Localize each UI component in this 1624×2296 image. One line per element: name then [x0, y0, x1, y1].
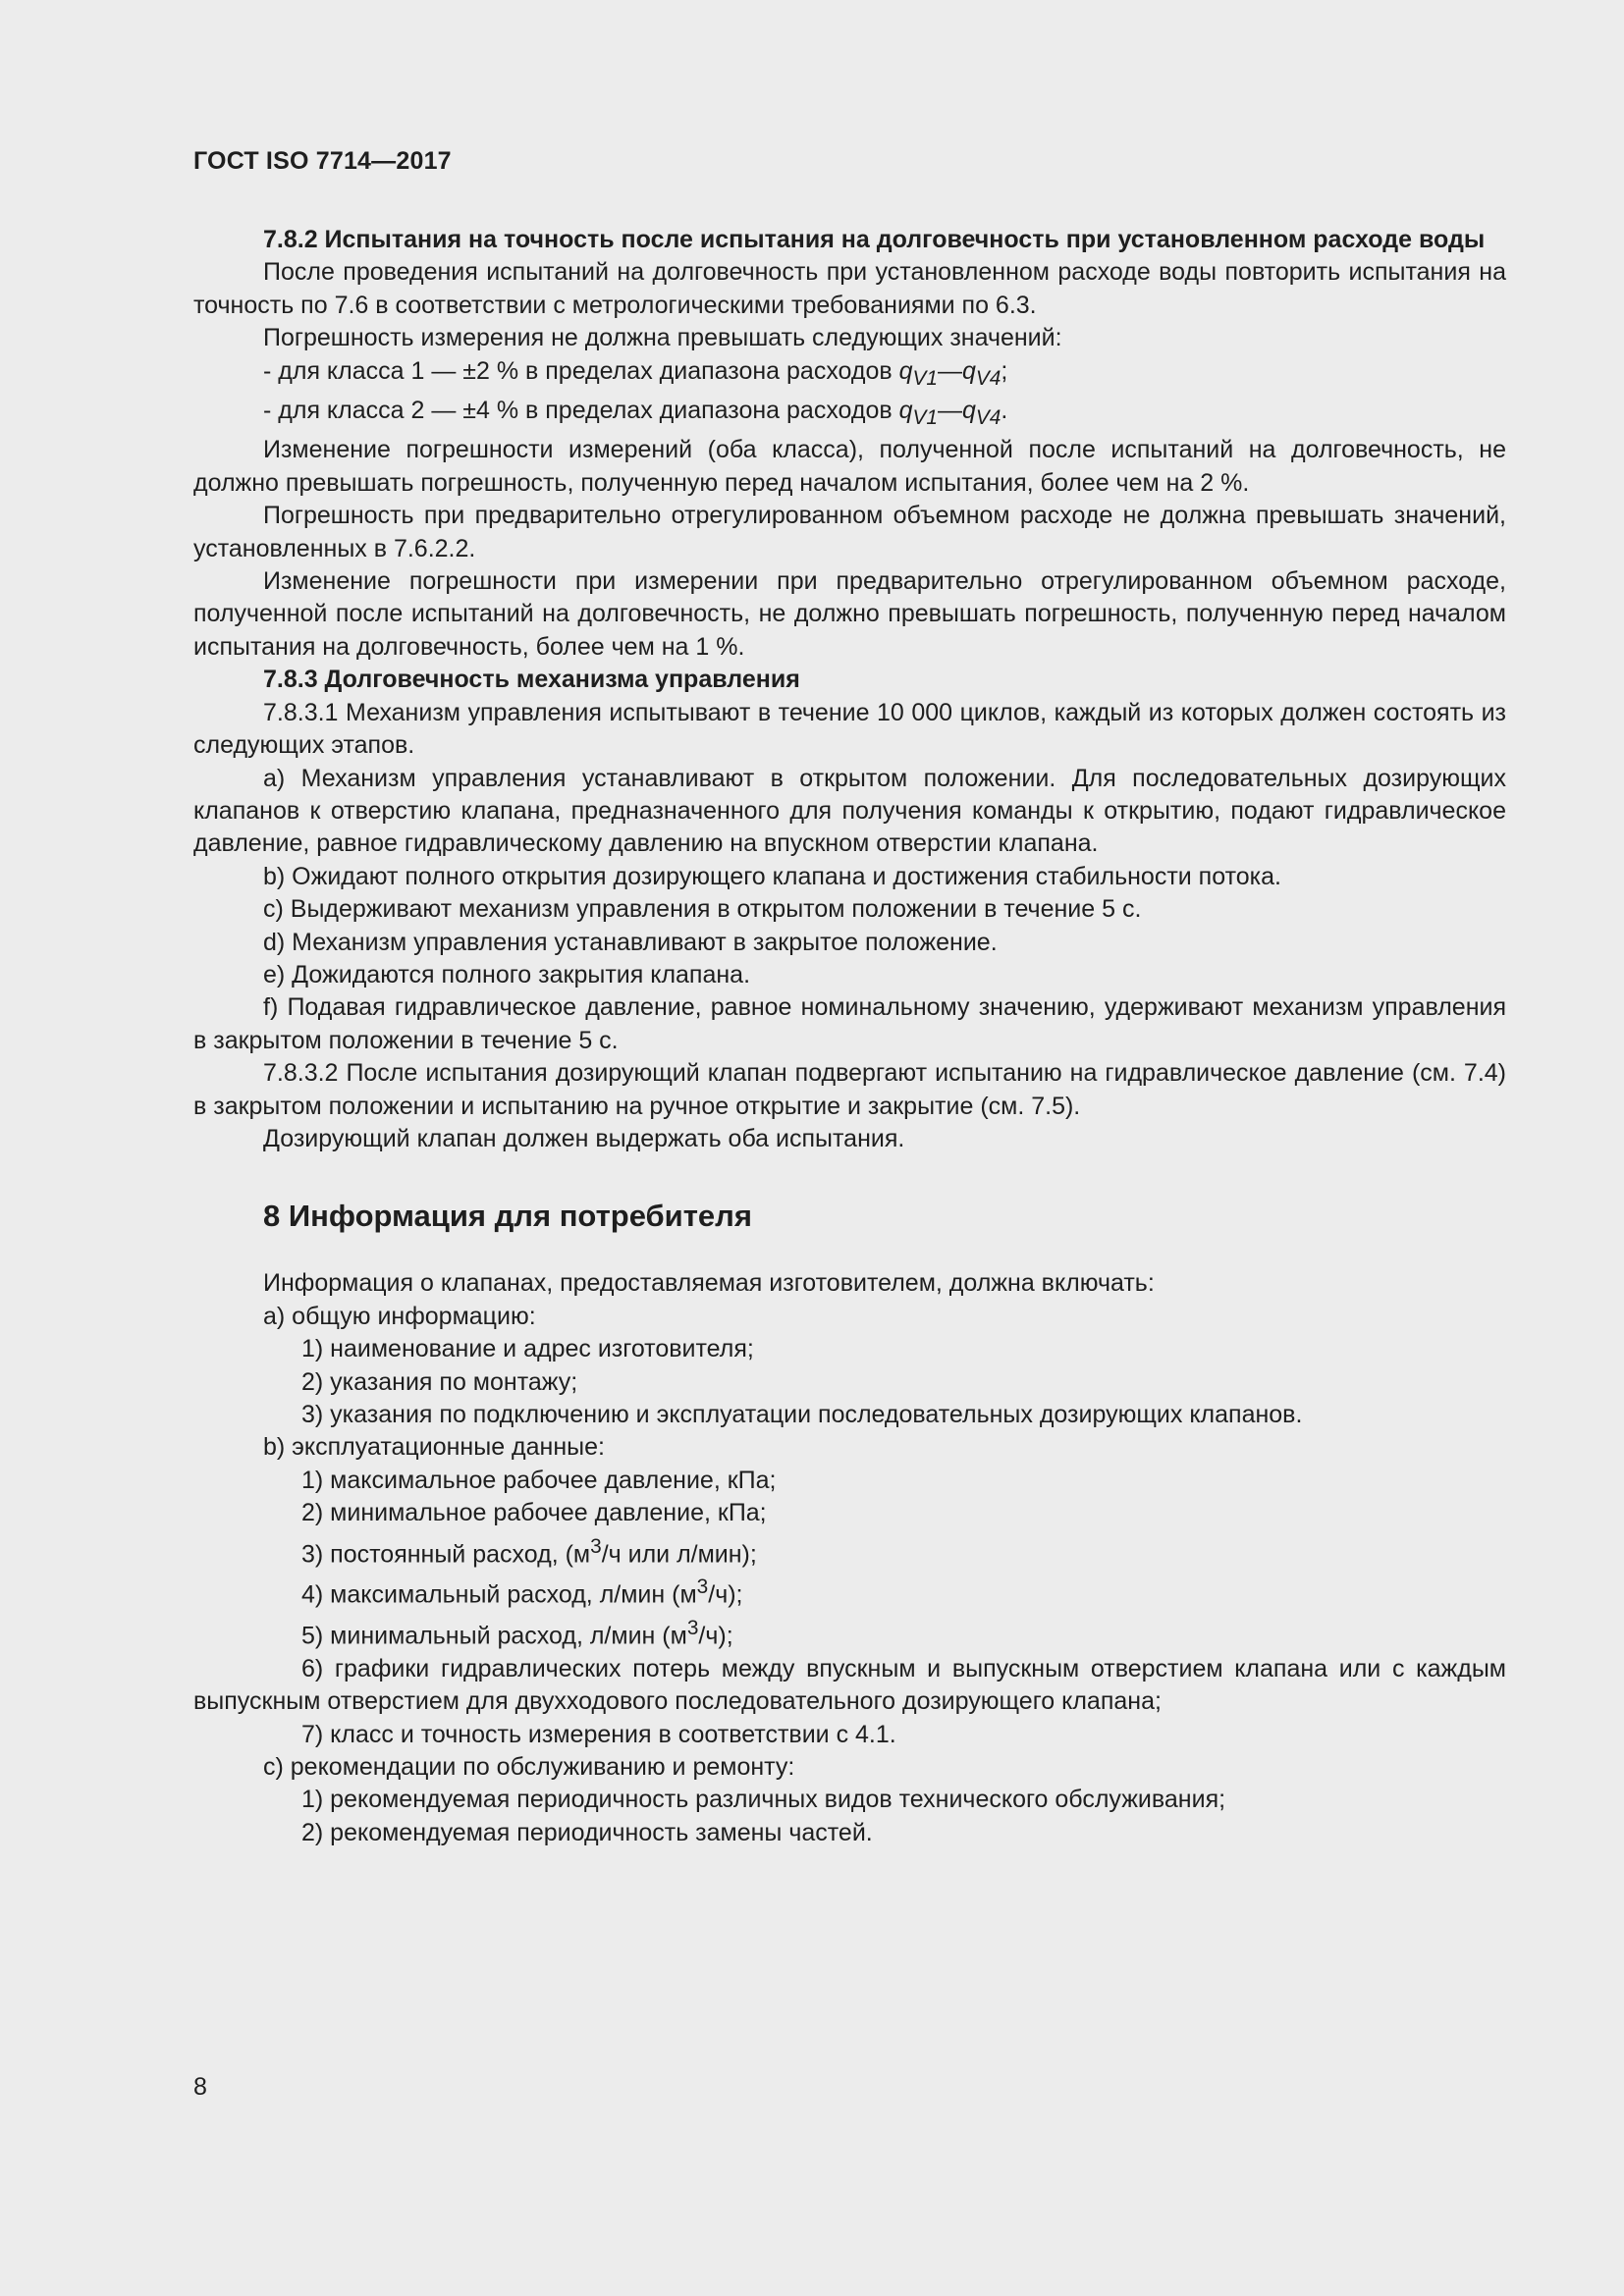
step-a: a) Механизм управления устанавливают в открытом положении. Для последовательных дозирующих клапанов к отверстию клапана, предназначенного для получения команды к открытию, подают гидравлическое давление, равное гидравлическому давлению на впускном отверстии клапана.	[193, 764, 1506, 858]
section-8-title: 8 Информация для потребителя	[263, 1199, 752, 1234]
document-code: ГОСТ ISO 7714—2017	[193, 147, 452, 175]
list-item: - для класса 2 — ±4 % в пределах диапазона расходов $q_{V1}—q_{V4}$.	[263, 397, 1008, 430]
list-item: b) эксплуатационные данные:	[263, 1433, 605, 1462]
list-item: 4) максимальный расход, л/мин $(м^3/ч)$;	[301, 1575, 743, 1609]
paragraph: 7.8.3.1 Механизм управления испытывают в течение 10 000 циклов, каждый из которых должен состоять из следующих этапов.	[193, 698, 1506, 760]
paragraph: Дозирующий клапан должен выдержать оба испытания.	[263, 1124, 905, 1152]
list-item: c) рекомендации по обслуживанию и ремонту:	[263, 1753, 795, 1782]
paragraph: Погрешность измерения не должна превышать следующих значений:	[263, 324, 1062, 352]
list-item: 7) класс и точность измерения в соответствии с 4.1.	[301, 1720, 896, 1748]
step-e: e) Дожидаются полного закрытия клапана.	[263, 960, 751, 988]
section-7-8-2-title: 7.8.2 Испытания на точность после испытания на долговечность при установленном расходе воды	[263, 226, 1486, 253]
list-item: a) общую информацию:	[263, 1302, 536, 1330]
list-item: 2) указания по монтажу;	[301, 1367, 578, 1396]
step-c: c) Выдерживают механизм управления в открытом положении в течение 5 с.	[263, 895, 1142, 924]
list-item: 5) минимальный расход, л/мин $(м^3/ч)$;	[301, 1617, 733, 1650]
list-item: 3) указания по подключению и эксплуатации последовательных дозирующих клапанов.	[301, 1401, 1303, 1428]
paragraph: Изменение погрешности измерений (оба класса), полученной после испытаний на долговечность, не должно превышать погрешность, полученную перед началом испытания, более чем на 2 %.	[193, 436, 1506, 497]
step-b: b) Ожидают полного открытия дозирующего клапана и достижения стабильности потока.	[263, 862, 1281, 890]
list-item: - для класса 1 — ±2 % в пределах диапазона расходов $q_{V1}—q_{V4}$;	[263, 356, 1008, 390]
list-item: 6) графики гидравлических потерь между впускным и выпускным отверстием клапана или с каждым выпускным отверстием для двухходового последовательного дозирующего клапана;	[193, 1654, 1506, 1716]
list-item: 1) рекомендуемая периодичность различных видов технического обслуживания;	[301, 1786, 1226, 1814]
paragraph: Информация о клапанах, предоставляемая изготовителем, должна включать:	[263, 1269, 1155, 1298]
list-item: 2) минимальное рабочее давление, кПа;	[301, 1499, 767, 1527]
list-item: 1) наименование и адрес изготовителя;	[301, 1335, 754, 1363]
paragraph: Изменение погрешности при измерении при предварительно отрегулированном объемном расходе, полученной после испытаний на долговечность, не должно превышать погрешность, полученную перед началом испытания на долговечность, более чем на 1 %.	[193, 567, 1506, 661]
step-d: d) Механизм управления устанавливают в закрытое положение.	[263, 928, 998, 956]
page-number: 8	[193, 2073, 207, 2101]
list-item: 3) постоянный расход, ($м^3/ч$ или л/мин);	[301, 1534, 757, 1568]
list-item: 2) рекомендуемая периодичность замены частей.	[301, 1818, 873, 1846]
paragraph: После проведения испытаний на долговечность при установленном расходе воды повторить испытания на точность по 7.6 в соответствии с метрологическими требованиями по 6.3.	[193, 258, 1506, 319]
step-f: f) Подавая гидравлическое давление, равное номинальному значению, удерживают механизм управления в закрытом положении в течение 5 с.	[193, 993, 1506, 1054]
section-7-8-3-title: 7.8.3 Долговечность механизма управления	[263, 666, 800, 694]
paragraph: Погрешность при предварительно отрегулированном объемном расходе не должна превышать значений, установленных в 7.6.2.2.	[193, 502, 1506, 562]
list-item: 1) максимальное рабочее давление, кПа;	[301, 1466, 777, 1494]
document-body	[193, 224, 1506, 1849]
paragraph: 7.8.3.2 После испытания дозирующий клапан подвергают испытанию на гидравлическое давление (см. 7.4) в закрытом положении и испытанию на ручное открытие и закрытие (см. 7.5).	[193, 1059, 1506, 1120]
